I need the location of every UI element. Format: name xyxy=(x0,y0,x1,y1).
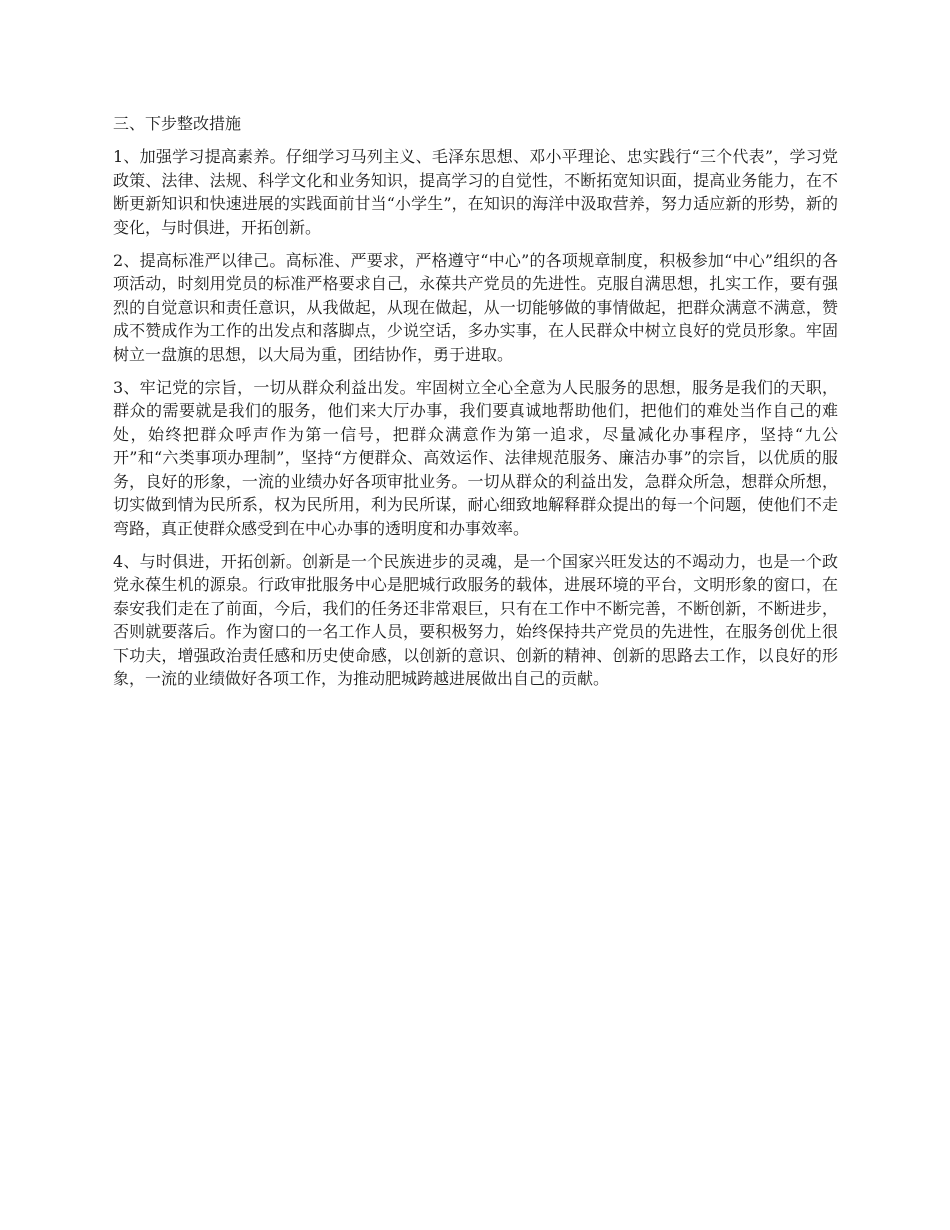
paragraph-3: 3、牢记党的宗旨，一切从群众利益出发。牢固树立全心全意为人民服务的思想，服务是我们的天职，群众的需要就是我们的服务，他们来大厅办事，我们要真诚地帮助他们，把他们的难处当作自己的难处，始终把群众呼声作为第一信号，把群众满意作为第一追求，尽量减化办事程序，坚持“九公开”和“六类事项办理制”，坚持“方便群众、高效运作、法律规范服务、廉洁办事”的宗旨，以优质的服务，良好的形象，一流的业绩办好各项审批业务。一切从群众的利益出发，急群众所急，想群众所想，切实做到情为民所系，权为民所用，利为民所谋，耐心细致地解释群众提出的每一个问题，使他们不走弯路，真正使群众感受到在中心办事的透明度和办事效率。 xyxy=(113,378,838,538)
paragraph-2: 2、提高标准严以律己。高标准、严要求，严格遵守“中心”的各项规章制度，积极参加“中心”组织的各项活动，时刻用党员的标准严格要求自己，永葆共产党员的先进性。克服自满思想，扎实工作，要有强烈的自觉意识和责任意识，从我做起，从现在做起，从一切能够做的事情做起，把群众满意不满意，赞成不赞成作为工作的出发点和落脚点，少说空话，多办实事，在人民群众中树立良好的党员形象。牢固树立一盘旗的思想，以大局为重，团结协作，勇于进取。 xyxy=(113,251,838,364)
section-heading: 三、下步整改措施 xyxy=(113,114,242,133)
document-page xyxy=(113,112,838,700)
paragraph-1: 1、加强学习提高素养。仔细学习马列主义、毛泽东思想、邓小平理论、忠实践行“三个代表”，学习党政策、法律、法规、科学文化和业务知识，提高学习的自觉性，不断拓宽知识面，提高业务能力，在不断更新知识和快速进展的实践面前甘当“小学生”，在知识的海洋中汲取营养，努力适应新的形势，新的变化，与时俱进，开拓创新。 xyxy=(113,147,838,237)
paragraph-4: 4、与时俱进，开拓创新。创新是一个民族进步的灵魂，是一个国家兴旺发达的不竭动力，也是一个政党永葆生机的源泉。行政审批服务中心是肥城行政服务的载体，进展环境的平台，文明形象的窗口，在泰安我们走在了前面，今后，我们的任务还非常艰巨，只有在工作中不断完善，不断创新，不断进步，否则就要落后。作为窗口的一名工作人员，要积极努力，始终保持共产党员的先进性，在服务创优上很下功夫，增强政治责任感和历史使命感，以创新的意识、创新的精神、创新的思路去工作，以良好的形象，一流的业绩做好各项工作，为推动肥城跨越进展做出自己的贡献。 xyxy=(113,551,838,688)
